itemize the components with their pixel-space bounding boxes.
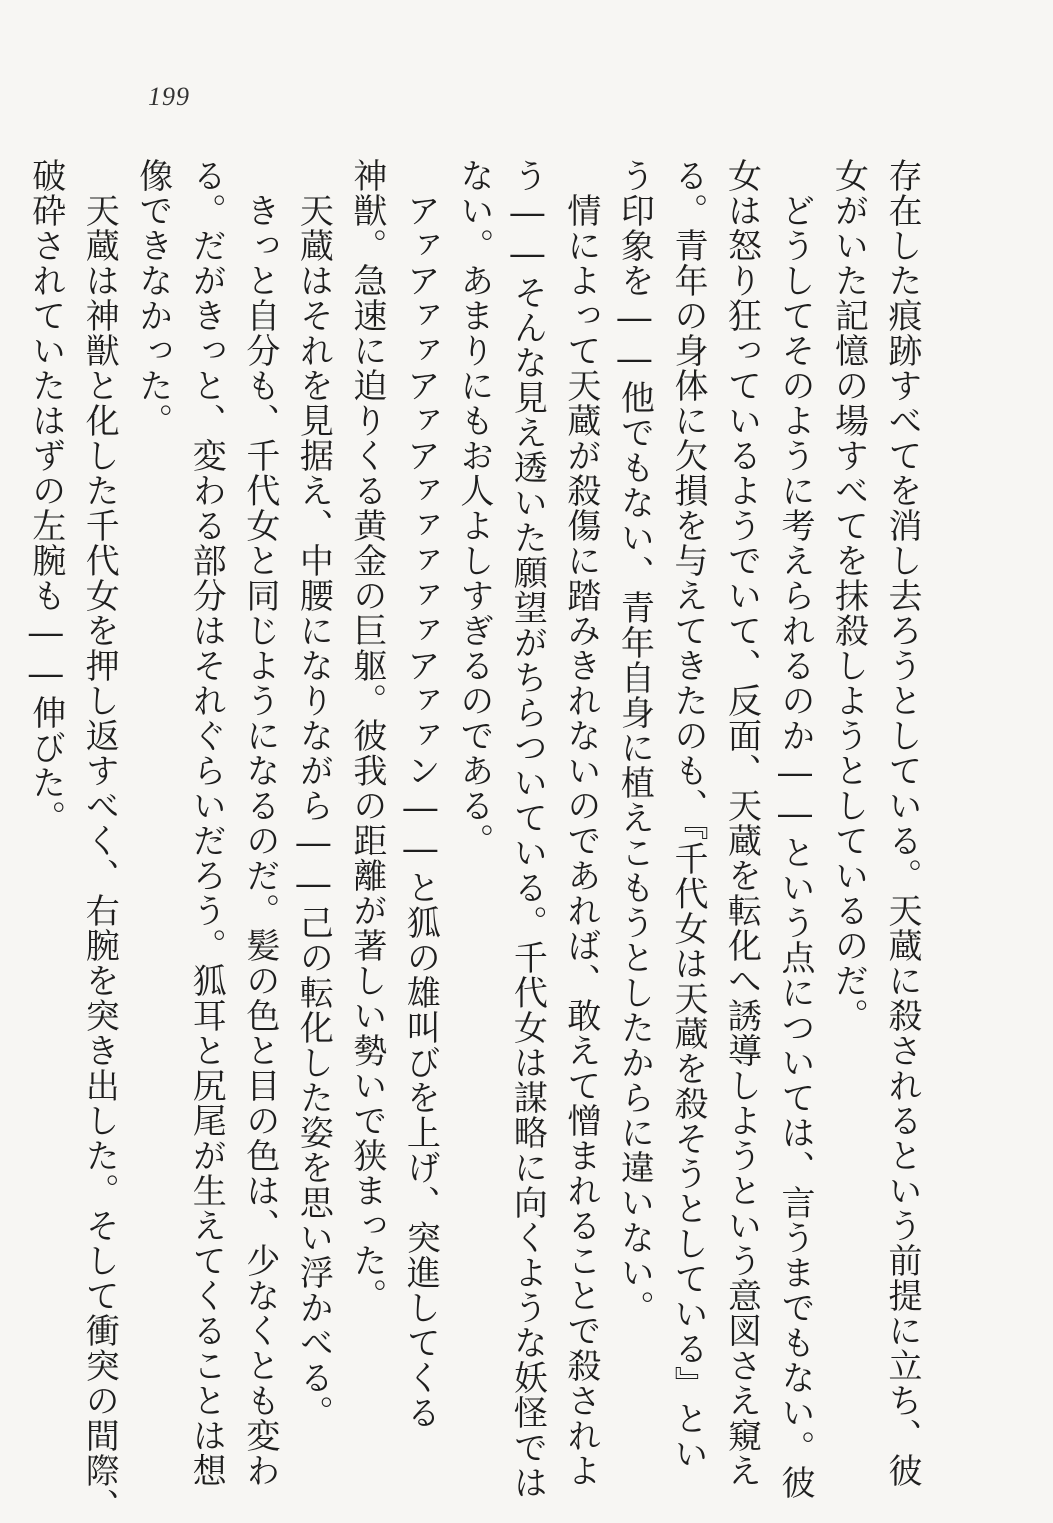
text-line: 神獣。急速に迫りくる黄金の巨躯。彼我の距離が著しい勢いで狭まった。 [346, 158, 387, 1313]
text-line: 存在した痕跡すべてを消し去ろうとしている。天蔵に殺されるという前提に立ち、彼 [882, 158, 922, 1488]
text-line: どうしてそのように考えられるのか――という点については、言うまでもない。彼 [774, 158, 815, 1500]
text-line: 天蔵は神獣と化した千代女を押し返すべく、右腕を突き出した。そして衝突の間際、 [79, 158, 120, 1523]
text-line: ない。あまりにもお人よしすぎるのである。 [453, 158, 494, 858]
text-line: る。青年の身体に欠損を与えてきたのも、『千代女は天蔵を殺そうとしている』とい [667, 158, 708, 1471]
text-line: アァアァァアァアァァァァァアァァン――と狐の雄叫びを上げ、突進してくる [400, 158, 441, 1430]
text-line: 情によって天蔵が殺傷に踏みきれないのであれば、敢えて憎まれることで殺されよ [560, 158, 601, 1488]
text-line: う――そんな見え透いた願望がちらついている。千代女は謀略に向くような妖怪では [507, 158, 548, 1500]
text-line: る。だがきっと、変わる部分はそれぐらいだろう。狐耳と尻尾が生えてくることは想 [186, 158, 227, 1488]
text-line: 像できなかった。 [132, 158, 173, 438]
text-line: 破砕されていたはずの左腕も――伸びた。 [25, 158, 66, 835]
text-line: 天蔵はそれを見据え、中腰になりながら――己の転化した姿を思い浮かべる。 [293, 158, 334, 1430]
text-line: 女は怒り狂っているようでいて、反面、天蔵を転化へ誘導しようという意図さえ窺え [721, 158, 762, 1488]
body-text [25, 158, 928, 1523]
page-number: 199 [148, 82, 190, 111]
text-line: きっと自分も、千代女と同じようになるのだ。髪の色と目の色は、少なくとも変わ [239, 158, 280, 1488]
text-line: 女がいた記憶の場すべてを抹殺しようとしているのだ。 [828, 158, 869, 1033]
text-line: う印象を――他でもない、青年自身に植えこもうとしたからに違いない。 [614, 158, 655, 1325]
